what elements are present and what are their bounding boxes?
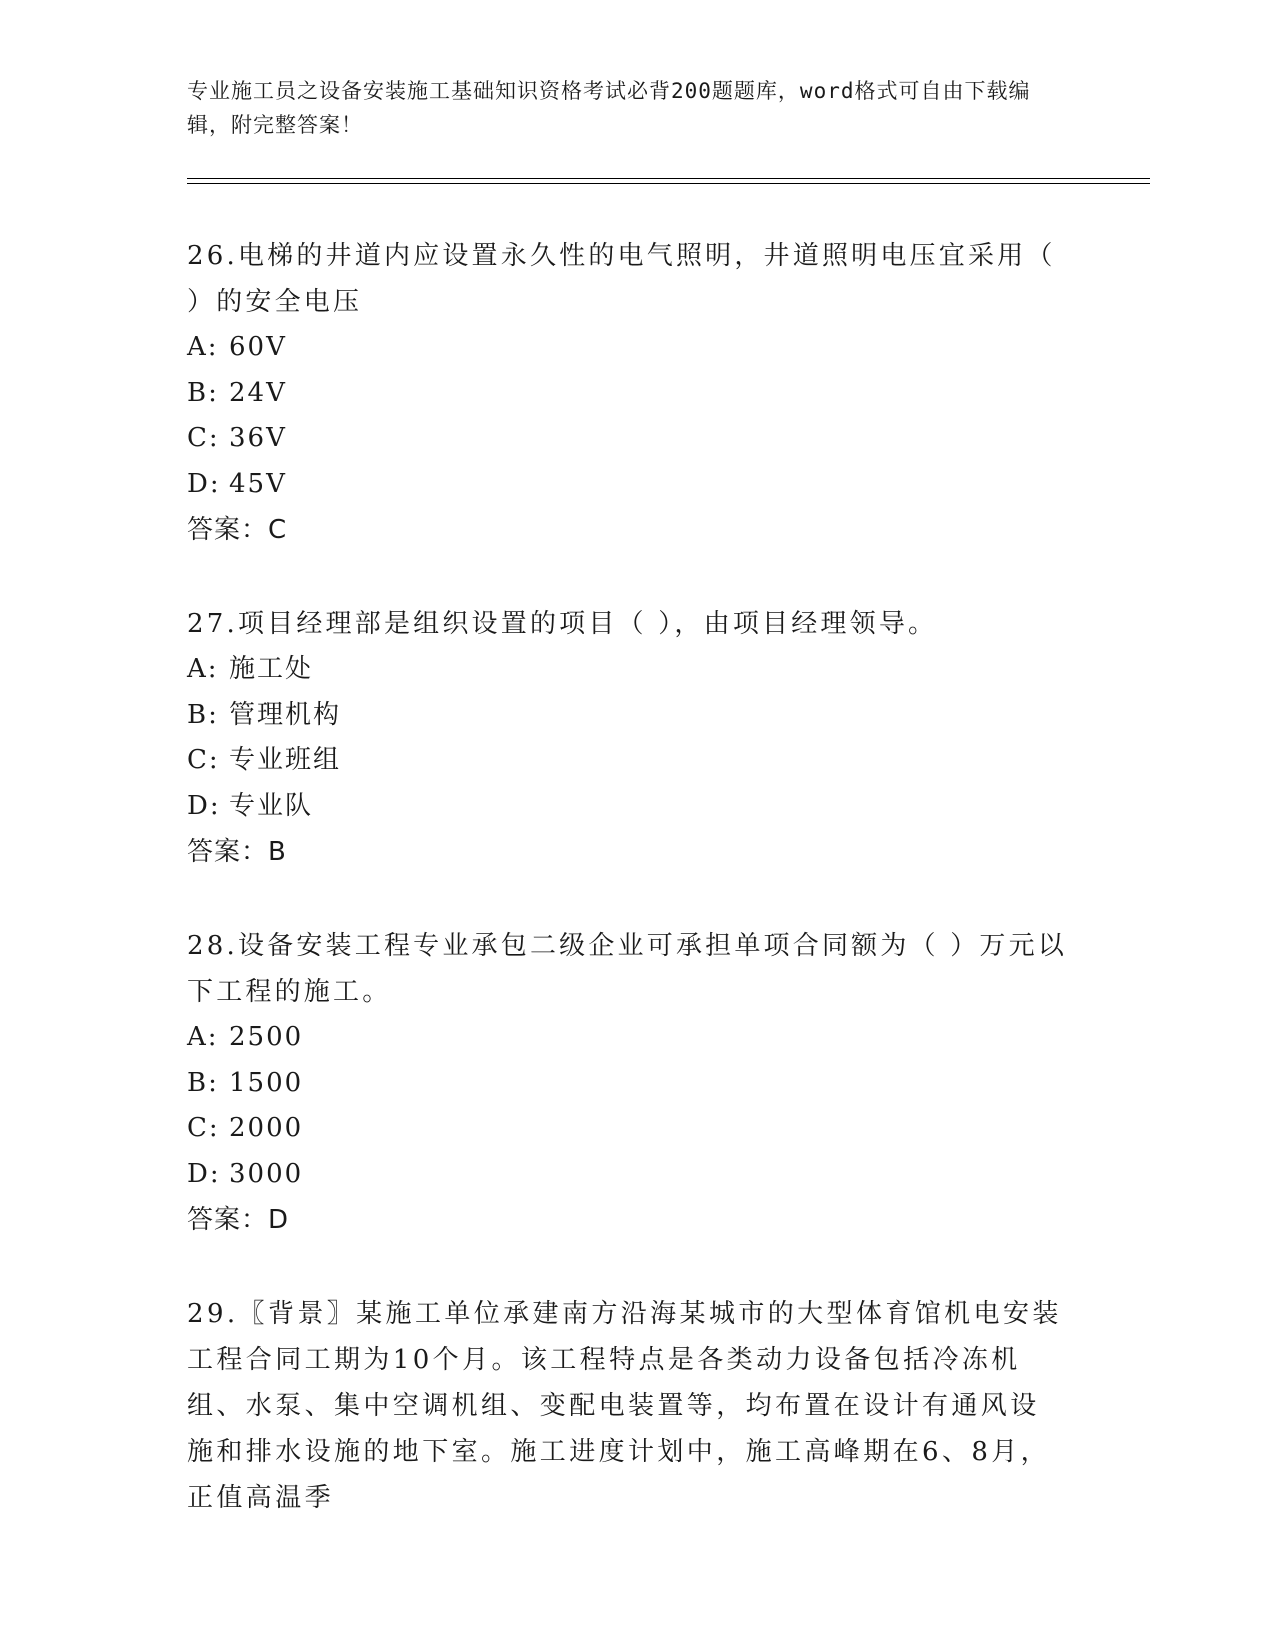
option-label: D: — [187, 790, 221, 821]
option-value: 2000 — [229, 1113, 304, 1143]
header-divider-bottom — [187, 183, 1150, 184]
answer-text: 答案：B — [187, 837, 287, 867]
answer-text: 答案：D — [187, 1205, 290, 1235]
option-value: 1500 — [229, 1067, 304, 1098]
option-value: 施工处 — [229, 654, 314, 684]
option-c — [187, 416, 1067, 462]
option-value: 专业班组 — [229, 745, 342, 775]
header-divider-top — [187, 178, 1150, 179]
option-c — [187, 1106, 1067, 1152]
option-label: C: — [187, 423, 220, 453]
option-value: 24V — [229, 377, 287, 408]
option-label: C: — [187, 745, 220, 775]
option-value: 专业队 — [229, 790, 314, 821]
question-item-27 — [187, 601, 1067, 875]
option-label: C: — [187, 1113, 220, 1143]
question-text: 27.项目经理部是组织设置的项目（ ），由项目经理领导。 — [187, 609, 938, 639]
question-item-28 — [187, 923, 1067, 1243]
option-label: D: — [187, 1158, 221, 1189]
option-label: B: — [187, 377, 219, 408]
option-c — [187, 738, 1067, 784]
option-b — [187, 1061, 1067, 1107]
question-text: 28.设备安装工程专业承包二级企业可承担单项合同额为（ ）万元以下工程的施工。 — [187, 931, 1068, 1007]
option-b — [187, 371, 1067, 417]
option-label: A: — [187, 332, 219, 362]
option-d — [187, 1152, 1067, 1198]
option-value: 管理机构 — [229, 699, 342, 730]
question-list — [187, 233, 1067, 1569]
question-item-29 — [187, 1291, 1067, 1521]
option-label: D: — [187, 468, 221, 499]
option-a — [187, 1015, 1067, 1061]
option-value: 45V — [229, 468, 287, 499]
option-label: A: — [187, 654, 219, 684]
option-a — [187, 325, 1067, 371]
background-question-text: 29.〖背景〗某施工单位承建南方沿海某城市的大型体育馆机电安装工程合同工期为10个月。该工程特点是各类动力设备包括冷冻机组、水泵、集中空调机组、变配电装置等，均布置在设计有通风设施和排水设施的地下室。施工进度计划中，施工高峰期在6、8月，正值高温季 — [187, 1299, 1062, 1513]
option-value: 60V — [229, 332, 287, 362]
option-d — [187, 462, 1067, 508]
question-text: 26.电梯的井道内应设置永久性的电气照明，井道照明电压宜采用（ ）的安全电压 — [187, 241, 1056, 317]
option-label: B: — [187, 1067, 219, 1098]
option-value: 2500 — [229, 1022, 304, 1052]
option-value: 36V — [229, 423, 287, 453]
option-a — [187, 647, 1067, 693]
option-label: A: — [187, 1022, 219, 1052]
option-value: 3000 — [229, 1158, 304, 1189]
option-d — [187, 784, 1067, 830]
option-label: B: — [187, 699, 219, 730]
document-header: 专业施工员之设备安装施工基础知识资格考试必背200题题库，word格式可自由下载编辑，附完整答案！ — [187, 79, 1031, 137]
option-b — [187, 693, 1067, 739]
question-item-26 — [187, 233, 1067, 553]
answer-text: 答案：C — [187, 515, 288, 545]
